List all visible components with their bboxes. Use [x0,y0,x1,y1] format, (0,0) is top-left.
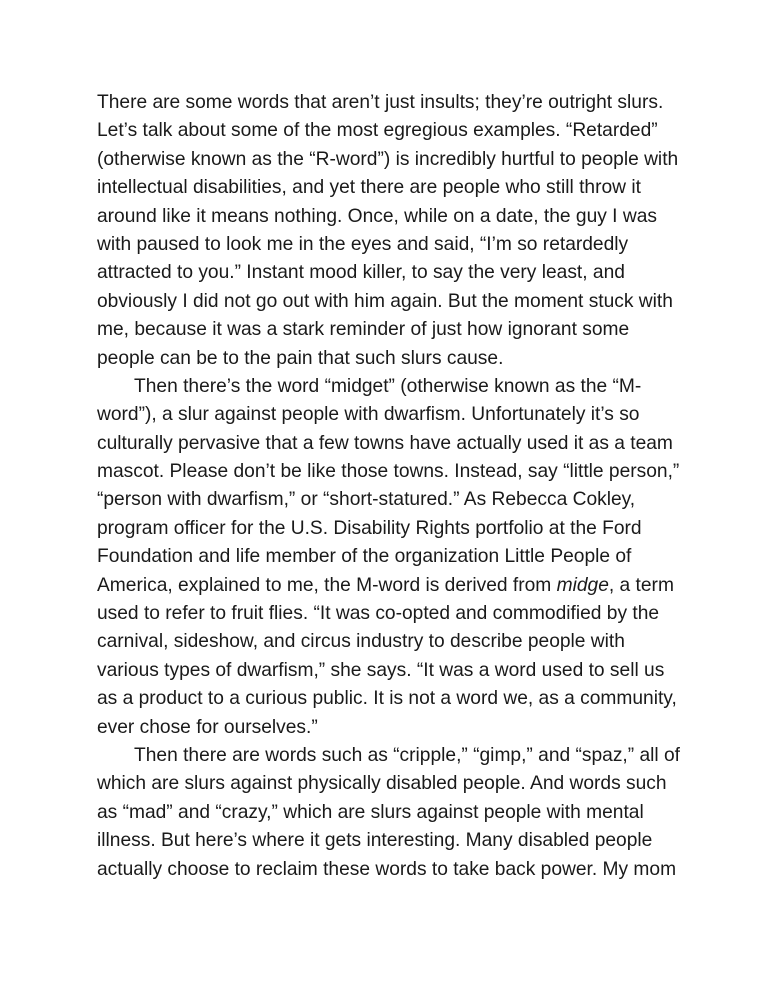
body-text [97,89,691,884]
text-segment: , a term [608,574,674,596]
paragraph-3 [97,742,691,884]
text-line: There are some words that aren’t just insults; they’re outright slurs. [97,92,664,113]
text-line: around like it means nothing. Once, while on a date, the guy I was [97,205,657,227]
text-line: culturally pervasive that a few towns have actually used it as a team [97,432,673,454]
text-line: people can be to the pain that such slurs cause. [97,347,504,369]
text-line: Let’s talk about some of the most egregious examples. “Retarded” [97,120,658,142]
text-line: as a product to a curious public. It is not a word we, as a community, [97,688,677,710]
text-line-with-italic [97,572,691,600]
text-line: used to refer to fruit flies. “It was co-opted and commodified by the [97,603,660,625]
text-line: obviously I did not go out with him again. But the moment stuck with [97,290,673,312]
text-line: program officer for the U.S. Disability Rights portfolio at the Ford [97,517,642,539]
text-line: Then there’s the word “midget” (otherwise known as the “M- [134,375,642,397]
text-line: illness. But here’s where it gets interesting. Many disabled people [97,830,653,852]
text-line: intellectual disabilities, and yet there are people who still throw it [97,177,641,199]
text-line: Then there are words such as “cripple,” “gimp,” and “spaz,” all of [134,744,681,766]
text-line: (otherwise known as the “R-word”) is incredibly hurtful to people with [97,148,679,170]
paragraph-2 [97,373,691,742]
text-line: with paused to look me in the eyes and said, “I’m so retardedly [97,233,629,255]
italic-term: midge [556,574,609,596]
text-line: Foundation and life member of the organization Little People of [97,546,632,568]
text-line: carnival, sideshow, and circus industry to describe people with [97,631,625,653]
text-line: attracted to you.” Instant mood killer, to say the very least, and [97,262,625,284]
text-line: word”), a slur against people with dwarfism. Unfortunately it’s so [97,404,640,426]
text-line: various types of dwarfism,” she says. “It was a word used to sell us [97,659,665,681]
text-line: mascot. Please don’t be like those towns. Instead, say “little person,” [97,461,680,483]
text-line: me, because it was a stark reminder of just how ignorant some [97,319,630,341]
text-line: “person with dwarfism,” or “short-statured.” As Rebecca Cokley, [97,489,636,511]
text-line: actually choose to reclaim these words to take back power. My mom [97,858,677,880]
text-line: which are slurs against physically disabled people. And words such [97,773,667,795]
text-line: as “mad” and “crazy,” which are slurs against people with mental [97,801,644,823]
paragraph-1 [97,89,691,373]
text-line: ever chose for ourselves.” [97,716,318,738]
text-segment: America, explained to me, the M-word is derived from [97,574,557,596]
